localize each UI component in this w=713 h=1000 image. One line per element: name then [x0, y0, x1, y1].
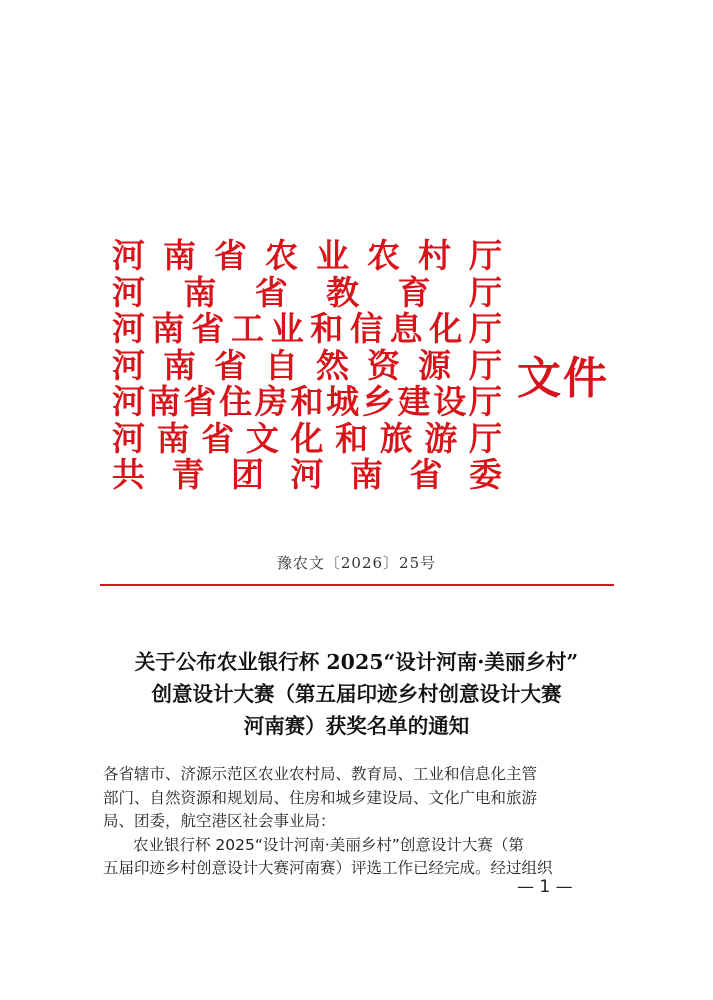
issuer-char: 教 [326, 272, 360, 312]
issuer-char: 南 [156, 418, 190, 458]
body-line: 农业银行杯 2025“设计河南·美丽乡村”创意设计大赛（第 [133, 835, 524, 854]
issuer-char: 房 [254, 382, 288, 421]
issuer-char: 南 [183, 272, 217, 312]
issuer-char: 南 [163, 236, 196, 275]
page-number: — 1 — [517, 877, 573, 897]
issuer-char: 省 [201, 418, 235, 458]
document-number: 豫农文〔2026〕25号 [276, 554, 437, 572]
issuer-char: 业 [316, 236, 349, 275]
issuer-char: 自 [265, 345, 298, 385]
issuer-line [112, 238, 502, 275]
issuer-char: 青 [171, 455, 205, 494]
issuer-line [112, 384, 502, 421]
document-word: 文件 [517, 353, 609, 404]
issuer-line [112, 418, 502, 458]
issuer-char: 河 [112, 236, 145, 275]
issuer-char: 河 [112, 382, 145, 421]
issuer-char: 息 [389, 309, 423, 348]
issuer-char: 河 [112, 309, 145, 348]
title-line: 河南赛）获奖名单的通知 [243, 714, 470, 738]
issuer-char: 化 [429, 309, 463, 348]
issuer-char: 工 [230, 309, 264, 348]
issuer-char: 城 [326, 382, 360, 421]
issuer-char: 河 [112, 345, 145, 385]
issuer-char: 河 [112, 272, 145, 312]
issuer-char: 村 [418, 236, 451, 275]
issuer-char: 建 [397, 382, 431, 421]
issuer-char: 化 [290, 418, 324, 458]
issuer-char: 河 [112, 418, 145, 458]
issuer-char: 南 [147, 382, 181, 421]
issuer-char: 信 [349, 309, 383, 348]
issuer-char: 资 [367, 345, 400, 385]
issuer-line [112, 311, 502, 348]
red-divider [100, 584, 614, 586]
issuer-char: 农 [265, 236, 298, 275]
issuer-char: 厅 [469, 418, 502, 458]
document-title [90, 646, 623, 742]
document-body [103, 763, 615, 881]
issuer-char: 文 [245, 418, 279, 458]
issuing-authorities [112, 238, 502, 494]
issuer-char: 南 [350, 455, 383, 494]
issuer-char: 河 [290, 455, 324, 494]
body-line: 部门、自然资源和规划局、住房和城乡建设局、文化广电和旅游 [103, 788, 538, 807]
issuer-char: 省 [183, 382, 217, 421]
issuer-char: 农 [367, 236, 400, 275]
issuer-line [112, 457, 502, 494]
body-line: 各省辖市、济源示范区农业农村局、教育局、工业和信息化主管 [103, 765, 538, 783]
body-line: 局、团委，航空港区社会事业局： [103, 812, 336, 830]
issuer-char: 住 [219, 382, 253, 421]
issuer-char: 和 [290, 382, 324, 421]
issuer-char: 旅 [379, 418, 413, 458]
issuer-char: 游 [424, 418, 458, 458]
issuer-char: 省 [191, 309, 225, 348]
issuer-char: 设 [433, 382, 467, 421]
issuer-char: 省 [214, 345, 247, 385]
issuer-char: 育 [397, 272, 431, 312]
issuer-char: 乡 [361, 382, 395, 421]
issuer-char: 厅 [469, 236, 502, 275]
issuer-char: 省 [214, 236, 247, 275]
issuer-char: 然 [316, 345, 349, 385]
issuer-char: 省 [254, 272, 288, 312]
title-line: 创意设计大赛（第五届印迹乡村创意设计大赛 [151, 682, 562, 706]
body-line: 五届印迹乡村创意设计大赛河南赛）评选工作已经完成。经过组织 [103, 859, 553, 877]
issuer-char: 南 [163, 345, 196, 385]
title-line: 关于公布农业银行杯 2025“设计河南·美丽乡村” [134, 650, 579, 674]
issuer-char: 厅 [468, 309, 502, 348]
issuer-char: 源 [418, 345, 451, 385]
issuer-char: 厅 [468, 272, 502, 312]
issuer-char: 南 [151, 309, 185, 348]
issuer-char: 业 [270, 309, 304, 348]
issuer-char: 团 [231, 455, 264, 494]
issuer-char: 委 [469, 455, 502, 494]
issuer-char: 和 [310, 309, 344, 348]
issuer-char: 厅 [468, 382, 502, 421]
issuer-line [112, 345, 502, 385]
issuer-char: 和 [335, 418, 369, 458]
issuer-char: 厅 [469, 345, 502, 385]
issuer-line [112, 272, 502, 312]
issuer-char: 共 [112, 455, 145, 494]
issuer-char: 省 [409, 455, 443, 494]
